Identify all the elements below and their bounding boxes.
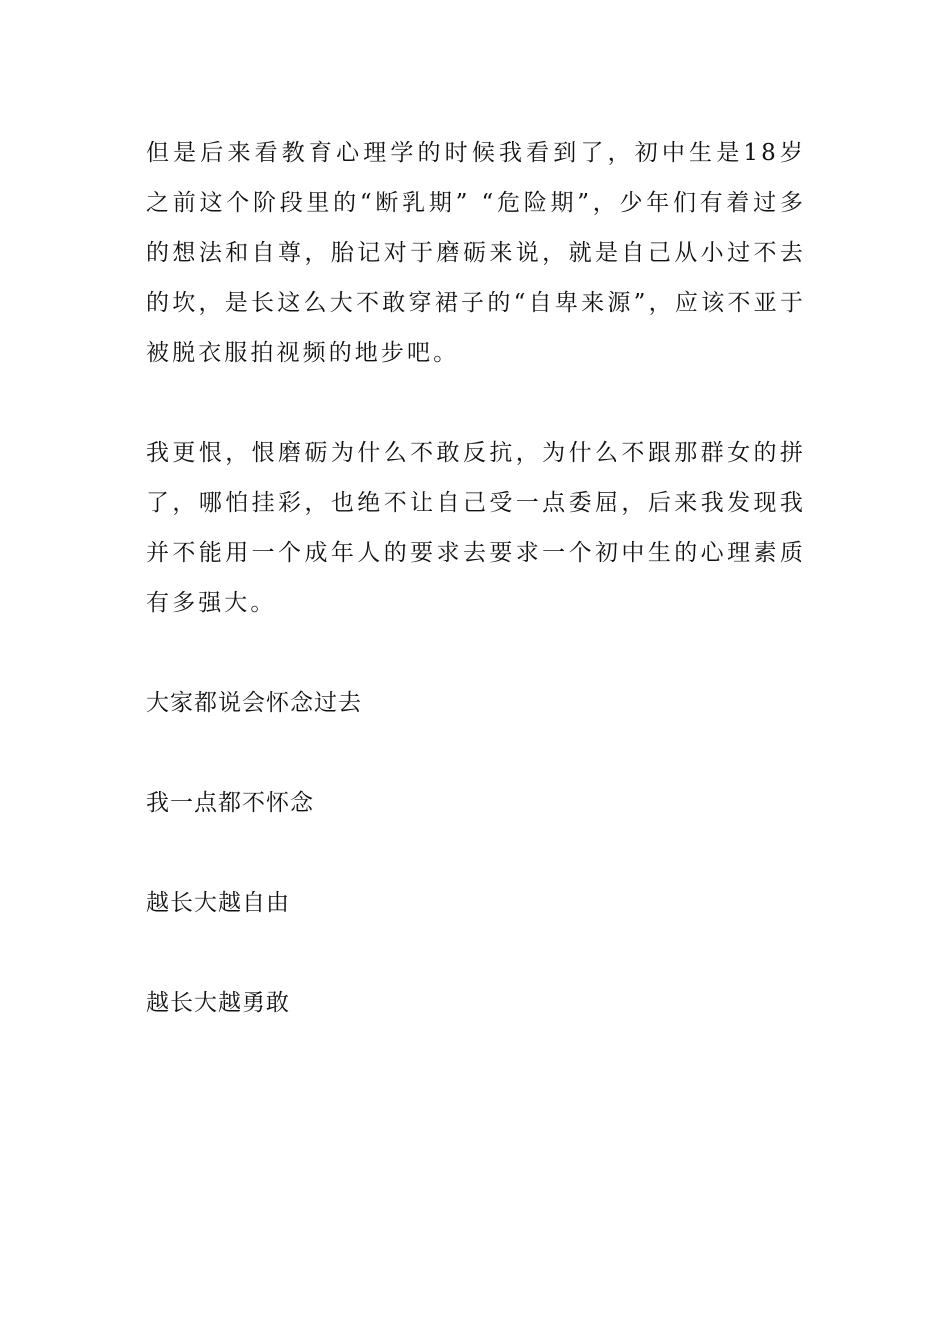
line-freer: 越长大越自由 xyxy=(146,890,290,916)
line-braver: 越长大越勇敢 xyxy=(146,990,290,1016)
document-body xyxy=(146,128,806,1028)
line-not-miss: 我一点都不怀念 xyxy=(146,790,314,816)
line-miss-past: 大家都说会怀念过去 xyxy=(146,690,362,716)
paragraph-hatred: 我更恨，恨磨砺为什么不敢反抗，为什么不跟那群女的拼了，哪怕挂彩，也绝不让自己受一点委屈，后来我发现我并不能用一个成年人的要求去要求一个初中生的心理素质有多强大。 xyxy=(146,440,806,616)
paragraph-psychology: 但是后来看教育心理学的时候我看到了，初中生是18岁之前这个阶段里的“断乳期” “危险期”，少年们有着过多的想法和自尊，胎记对于磨砺来说，就是自己从小过不去的坎，是长这么大不敢穿裙子的“自卑来源”，应该不亚于被脱衣服拍视频的地步吧。 xyxy=(146,140,806,366)
